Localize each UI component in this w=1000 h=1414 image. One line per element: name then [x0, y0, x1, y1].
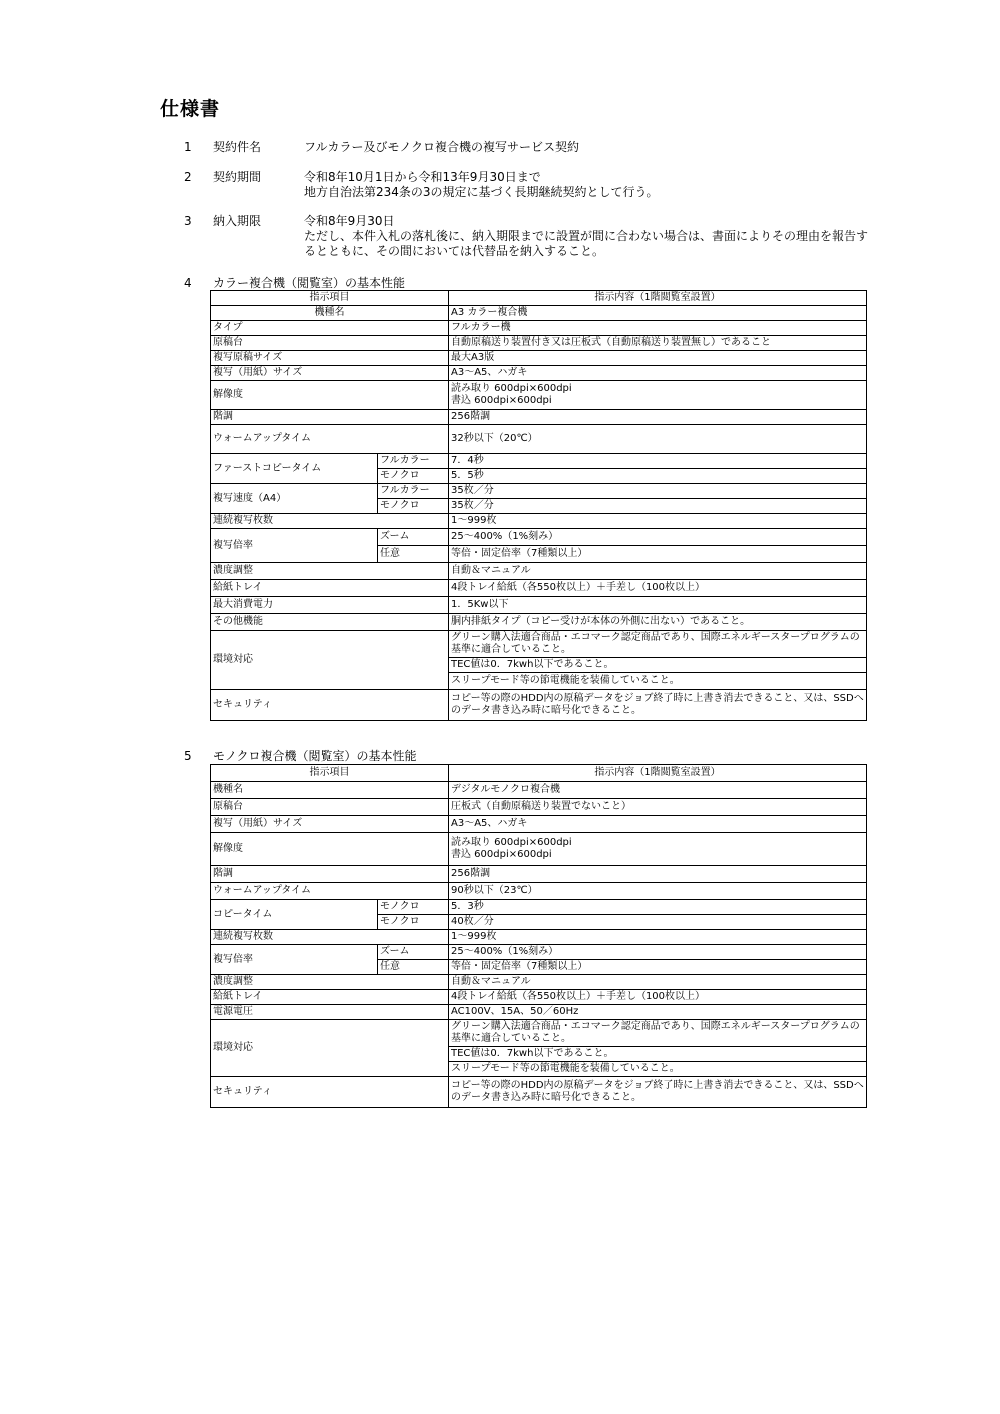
row-value: デジタルモノクロ複合機 — [449, 782, 867, 799]
row-value: A3 カラー複合機 — [449, 306, 867, 321]
table-row — [211, 484, 867, 499]
item-line: ただし、本件入札の落札後に、納入期限までに設置が間に合わない場合は、書面によりその理由を報告するとともに、その間においては代替品を納入すること。 — [304, 229, 869, 258]
row-label: 複写（用紙）サイズ — [211, 366, 449, 381]
row-value: 35枚／分 — [449, 499, 867, 514]
row-label: その他機能 — [211, 614, 449, 631]
row-label: セキュリティ — [211, 1077, 449, 1108]
table-row — [211, 1020, 867, 1047]
item-content — [304, 214, 874, 259]
row-value: コピー等の際のHDD内の原稿データをジョブ終了時に上書き消去できること、又は、SSDへのデータ書き込み時に暗号化できること。 — [449, 690, 867, 721]
row-sublabel: 任意 — [378, 960, 449, 975]
table-row — [211, 425, 867, 454]
row-value: スリープモード等の節電機能を装備していること。 — [449, 1062, 867, 1077]
row-sublabel: モノクロ — [378, 499, 449, 514]
row-sublabel: モノクロ — [378, 469, 449, 484]
row-value: TEC値は0．7kwh以下であること。 — [449, 1047, 867, 1062]
item-line: 令和8年10月1日から令和13年9月30日まで — [304, 170, 541, 184]
row-label: ウォームアップタイム — [211, 425, 449, 454]
row-label: 階調 — [211, 866, 449, 883]
item-number: 1 — [184, 140, 192, 154]
row-sublabel: ズーム — [378, 529, 449, 546]
row-value: 25～400%（1%刻み） — [449, 945, 867, 960]
row-label: コピータイム — [211, 900, 378, 930]
row-sublabel: フルカラー — [378, 484, 449, 499]
item-content — [304, 170, 874, 200]
item-label: 契約件名 — [213, 140, 262, 154]
row-value: 胴内排紙タイプ（コピー受けが本体の外側に出ない）であること。 — [449, 614, 867, 631]
table-row — [211, 833, 867, 866]
row-value: 40枚／分 — [449, 915, 867, 930]
table-row — [211, 690, 867, 721]
table-row — [211, 381, 867, 410]
row-label: 機種名 — [211, 782, 449, 799]
row-label: セキュリティ — [211, 690, 449, 721]
row-value-line: 書込 600dpi×600dpi — [451, 395, 552, 406]
row-value-line: 書込 600dpi×600dpi — [451, 849, 552, 860]
row-value: 256階調 — [449, 410, 867, 425]
table-row — [211, 900, 867, 915]
table-row — [211, 351, 867, 366]
row-value: 自動＆マニュアル — [449, 975, 867, 990]
row-label: 複写原稿サイズ — [211, 351, 449, 366]
row-value: 256階調 — [449, 866, 867, 883]
section-number: 4 — [184, 276, 192, 290]
item-line: フルカラー及びモノクロ複合機の複写サービス契約 — [304, 140, 580, 154]
item-label: 納入期限 — [213, 214, 262, 228]
row-value: 32秒以下（20℃） — [449, 425, 867, 454]
table-row — [211, 1077, 867, 1108]
table-row — [211, 816, 867, 833]
header-content: 指示内容（1階閲覧室設置） — [449, 291, 867, 306]
row-label: 原稿台 — [211, 799, 449, 816]
row-sublabel: ズーム — [378, 945, 449, 960]
table-row — [211, 321, 867, 336]
row-value: 35枚／分 — [449, 484, 867, 499]
row-value: 等倍・固定倍率（7種類以上） — [449, 546, 867, 563]
table-row — [211, 631, 867, 658]
row-sublabel: フルカラー — [378, 454, 449, 469]
table-row — [211, 514, 867, 529]
header-content: 指示内容（1階閲覧室設置） — [449, 765, 867, 782]
row-label: 複写倍率 — [211, 529, 378, 563]
row-value: 等倍・固定倍率（7種類以上） — [449, 960, 867, 975]
row-label: 複写速度（A4） — [211, 484, 378, 514]
table-header-row — [211, 291, 867, 306]
row-sublabel: 任意 — [378, 546, 449, 563]
table-row — [211, 580, 867, 597]
row-value — [449, 833, 867, 866]
row-label: 連続複写枚数 — [211, 514, 449, 529]
row-label: 複写倍率 — [211, 945, 378, 975]
row-label: 環境対応 — [211, 1020, 449, 1077]
table-row — [211, 563, 867, 580]
row-value: 圧板式（自動原稿送り装置でないこと） — [449, 799, 867, 816]
row-value: AC100V、15A、50／60Hz — [449, 1005, 867, 1020]
row-value: 5．5秒 — [449, 469, 867, 484]
table-row — [211, 614, 867, 631]
table-header-row — [211, 765, 867, 782]
section-title: カラー複合機（閲覧室）の基本性能 — [213, 276, 406, 290]
table-row — [211, 782, 867, 799]
table-row — [211, 597, 867, 614]
table-row — [211, 366, 867, 381]
row-label: 最大消費電力 — [211, 597, 449, 614]
row-value: 5．3秒 — [449, 900, 867, 915]
row-label: 給紙トレイ — [211, 990, 449, 1005]
item-label: 契約期間 — [213, 170, 262, 184]
table-row — [211, 945, 867, 960]
row-label: 濃度調整 — [211, 563, 449, 580]
table-row — [211, 799, 867, 816]
row-value: 1～999枚 — [449, 514, 867, 529]
row-label: 濃度調整 — [211, 975, 449, 990]
table-row — [211, 1005, 867, 1020]
row-value: 1．5Kw以下 — [449, 597, 867, 614]
row-value: 90秒以下（23℃） — [449, 883, 867, 900]
row-label: ファーストコピータイム — [211, 454, 378, 484]
row-value: 4段トレイ給紙（各550枚以上）＋手差し（100枚以上） — [449, 990, 867, 1005]
row-label: 給紙トレイ — [211, 580, 449, 597]
row-value: 自動原稿送り装置付き又は圧板式（自動原稿送り装置無し）であること — [449, 336, 867, 351]
row-value: 最大A3版 — [449, 351, 867, 366]
row-sublabel: モノクロ — [378, 900, 449, 915]
row-value: グリーン購入法適合商品・エコマーク認定商品であり、国際エネルギースタープログラムの基準に適合していること。 — [449, 631, 867, 658]
row-value: A3～A5、ハガキ — [449, 366, 867, 381]
row-label: 原稿台 — [211, 336, 449, 351]
page-title: 仕様書 — [160, 98, 221, 120]
item-content — [304, 140, 874, 155]
header-item: 指示項目 — [211, 291, 449, 306]
row-label: 解像度 — [211, 833, 449, 866]
row-label: 複写（用紙）サイズ — [211, 816, 449, 833]
row-label: 環境対応 — [211, 631, 449, 690]
row-value: TEC値は0．7kwh以下であること。 — [449, 658, 867, 673]
row-value: グリーン購入法適合商品・エコマーク認定商品であり、国際エネルギースタープログラムの基準に適合していること。 — [449, 1020, 867, 1047]
row-value: 4段トレイ給紙（各550枚以上）＋手差し（100枚以上） — [449, 580, 867, 597]
section-number: 5 — [184, 749, 192, 763]
header-item: 指示項目 — [211, 765, 449, 782]
table-row — [211, 410, 867, 425]
row-label: 階調 — [211, 410, 449, 425]
row-value: スリープモード等の節電機能を装備していること。 — [449, 673, 867, 690]
section-title: モノクロ複合機（閲覧室）の基本性能 — [213, 749, 417, 763]
item-number: 3 — [184, 214, 192, 228]
row-value — [449, 381, 867, 410]
row-value: コピー等の際のHDD内の原稿データをジョブ終了時に上書き消去できること、又は、SSDへのデータ書き込み時に暗号化できること。 — [449, 1077, 867, 1108]
table-row — [211, 336, 867, 351]
row-label: 電源電圧 — [211, 1005, 449, 1020]
table-row — [211, 975, 867, 990]
row-value-line: 読み取り 600dpi×600dpi — [451, 837, 572, 848]
table-row — [211, 990, 867, 1005]
row-value-line: 読み取り 600dpi×600dpi — [451, 383, 572, 394]
row-value: A3～A5、ハガキ — [449, 816, 867, 833]
item-line: 令和8年9月30日 — [304, 214, 395, 228]
color-mfp-spec-table — [210, 290, 867, 721]
row-sublabel: モノクロ — [378, 915, 449, 930]
table-row — [211, 930, 867, 945]
row-value: 25～400%（1%刻み） — [449, 529, 867, 546]
table-row — [211, 883, 867, 900]
item-number: 2 — [184, 170, 192, 184]
row-label: タイプ — [211, 321, 449, 336]
item-line: 地方自治法第234条の3の規定に基づく長期継続契約として行う。 — [304, 185, 659, 199]
row-value: 7．4秒 — [449, 454, 867, 469]
row-label: 連続複写枚数 — [211, 930, 449, 945]
table-row — [211, 454, 867, 469]
row-label: 解像度 — [211, 381, 449, 410]
table-row — [211, 306, 867, 321]
row-value: フルカラー機 — [449, 321, 867, 336]
row-label: 機種名 — [211, 306, 449, 321]
table-row — [211, 866, 867, 883]
mono-mfp-spec-table — [210, 764, 867, 1108]
table-row — [211, 529, 867, 546]
row-value: 1～999枚 — [449, 930, 867, 945]
row-value: 自動＆マニュアル — [449, 563, 867, 580]
row-label: ウォームアップタイム — [211, 883, 449, 900]
